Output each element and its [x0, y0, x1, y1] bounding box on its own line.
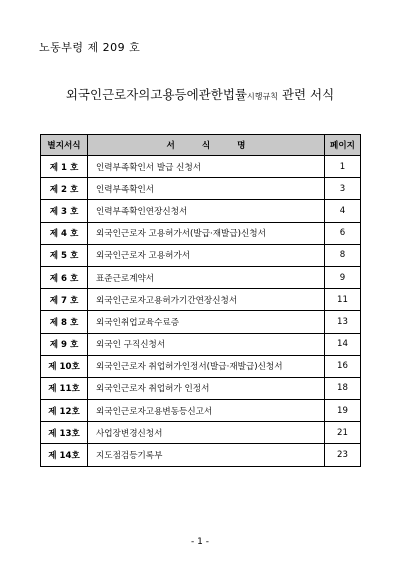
form-name-cell: 인력부족확인서 발급 신청서	[88, 156, 325, 178]
page-cell: 19	[325, 400, 361, 422]
form-name-cell: 인력부족확인서	[88, 178, 325, 200]
table-row	[41, 444, 361, 466]
title-rest: 관련 서식	[277, 87, 335, 102]
form-number-cell: 제 12호	[41, 400, 88, 422]
table-row	[41, 222, 361, 244]
table-row	[41, 333, 361, 355]
ordinance-number: 노동부령 제 209 호	[39, 41, 141, 54]
table-row	[41, 377, 361, 399]
form-number-cell: 제 11호	[41, 377, 88, 399]
forms-index-table	[40, 134, 361, 467]
header-form-name: 서 식 명	[88, 135, 325, 156]
form-name-cell: 외국인근로자고용변동등신고서	[88, 400, 325, 422]
page-cell: 11	[325, 289, 361, 311]
form-name-cell: 표준근로계약서	[88, 266, 325, 288]
page-cell: 16	[325, 355, 361, 377]
title-main: 외국인근로자의고용등에관한법률	[65, 87, 247, 102]
table-row	[41, 266, 361, 288]
form-number-cell: 제 5 호	[41, 244, 88, 266]
table-row	[41, 156, 361, 178]
page-cell: 4	[325, 200, 361, 222]
table-row	[41, 422, 361, 444]
form-name-cell: 외국인근로자 취업허가인정서(발급·재발급)신청서	[88, 355, 325, 377]
table-row	[41, 200, 361, 222]
form-name-cell: 외국인근로자 취업허가 인정서	[88, 377, 325, 399]
form-name-cell: 지도점검등기록부	[88, 444, 325, 466]
table-row	[41, 244, 361, 266]
form-number-cell: 제 13호	[41, 422, 88, 444]
page-cell: 8	[325, 244, 361, 266]
form-number-cell: 제 7 호	[41, 289, 88, 311]
page-cell: 6	[325, 222, 361, 244]
form-name-cell: 외국인 구직신청서	[88, 333, 325, 355]
table-row	[41, 355, 361, 377]
form-name-cell: 사업장변경신청서	[88, 422, 325, 444]
page-number: - 1 -	[191, 537, 209, 547]
form-number-cell: 제 3 호	[41, 200, 88, 222]
page-cell: 14	[325, 333, 361, 355]
table-row	[41, 289, 361, 311]
form-number-cell: 제 2 호	[41, 178, 88, 200]
page-cell: 9	[325, 266, 361, 288]
header-page: 페이지	[325, 135, 361, 156]
table-header-row	[41, 135, 361, 156]
form-number-cell: 제 4 호	[41, 222, 88, 244]
form-number-cell: 제 8 호	[41, 311, 88, 333]
page-cell: 13	[325, 311, 361, 333]
form-name-cell: 외국인근로자고용허가기간연장신청서	[88, 289, 325, 311]
form-name-cell: 외국인근로자 고용허가서	[88, 244, 325, 266]
table-row	[41, 178, 361, 200]
form-number-cell: 제 1 호	[41, 156, 88, 178]
page-cell: 21	[325, 422, 361, 444]
form-name-cell: 외국인근로자 고용허가서(발급·재발급)신청서	[88, 222, 325, 244]
form-number-cell: 제 9 호	[41, 333, 88, 355]
page-cell: 1	[325, 156, 361, 178]
form-number-cell: 제 10호	[41, 355, 88, 377]
form-number-cell: 제 6 호	[41, 266, 88, 288]
document-title	[0, 85, 400, 103]
page-cell: 3	[325, 178, 361, 200]
header-form-number: 별지서식	[41, 135, 88, 156]
page-cell: 23	[325, 444, 361, 466]
form-name-cell: 외국인취업교육수료증	[88, 311, 325, 333]
page-cell: 18	[325, 377, 361, 399]
form-name-cell: 인력부족확인연장신청서	[88, 200, 325, 222]
form-number-cell: 제 14호	[41, 444, 88, 466]
table-row	[41, 311, 361, 333]
table-row	[41, 400, 361, 422]
title-small: 시행규칙	[246, 92, 278, 101]
